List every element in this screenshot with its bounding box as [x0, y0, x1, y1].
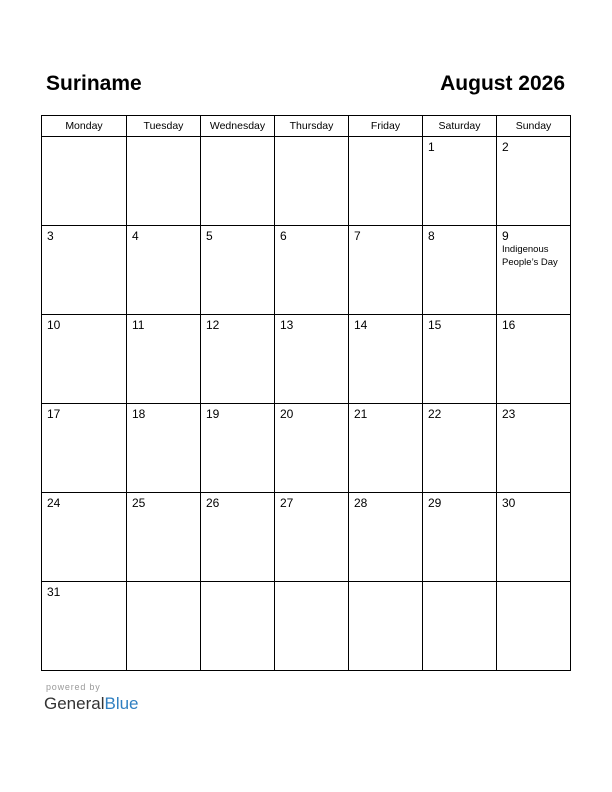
day-number: 27	[280, 496, 294, 510]
weekday-header: Sunday	[497, 116, 571, 137]
day-cell	[275, 404, 349, 493]
day-number: 9	[502, 229, 509, 243]
footer-branding	[44, 682, 139, 714]
day-number: 20	[280, 407, 294, 421]
empty-day-cell	[423, 582, 497, 671]
week-row	[42, 315, 571, 404]
day-cell	[42, 493, 127, 582]
weekday-header: Saturday	[423, 116, 497, 137]
weekday-header: Thursday	[275, 116, 349, 137]
day-number: 21	[354, 407, 368, 421]
empty-day-cell	[127, 582, 201, 671]
day-number: 25	[132, 496, 146, 510]
day-cell	[201, 404, 275, 493]
day-number: 18	[132, 407, 146, 421]
day-cell	[42, 315, 127, 404]
empty-day-cell	[275, 137, 349, 226]
day-cell	[127, 226, 201, 315]
day-cell	[423, 315, 497, 404]
powered-by-text: powered by	[46, 682, 101, 692]
weekday-header-row	[42, 116, 571, 137]
day-cell	[201, 226, 275, 315]
day-cell	[423, 404, 497, 493]
empty-day-cell	[201, 582, 275, 671]
day-cell	[275, 315, 349, 404]
day-number: 8	[428, 229, 435, 243]
empty-day-cell	[349, 582, 423, 671]
day-number: 1	[428, 140, 435, 154]
empty-day-cell	[349, 137, 423, 226]
day-cell	[42, 404, 127, 493]
day-number: 15	[428, 318, 442, 332]
week-row	[42, 226, 571, 315]
day-number: 3	[47, 229, 54, 243]
week-row	[42, 404, 571, 493]
day-number: 6	[280, 229, 287, 243]
day-number: 11	[132, 318, 145, 332]
country-title: Suriname	[46, 72, 142, 95]
day-cell	[42, 582, 127, 671]
day-number: 7	[354, 229, 361, 243]
day-cell	[127, 404, 201, 493]
day-cell	[423, 226, 497, 315]
day-cell	[275, 226, 349, 315]
day-cell	[349, 404, 423, 493]
day-number: 24	[47, 496, 61, 510]
day-number: 16	[502, 318, 516, 332]
day-number: 10	[47, 318, 61, 332]
empty-day-cell	[497, 582, 571, 671]
day-number: 13	[280, 318, 294, 332]
generalblue-logo	[44, 694, 139, 714]
day-cell	[275, 493, 349, 582]
day-number: 14	[354, 318, 368, 332]
day-cell	[349, 315, 423, 404]
brand-general-text: General	[44, 694, 105, 713]
day-cell	[497, 137, 571, 226]
day-number: 22	[428, 407, 442, 421]
weekday-header: Friday	[349, 116, 423, 137]
week-row	[42, 493, 571, 582]
week-row	[42, 137, 571, 226]
day-cell	[497, 493, 571, 582]
day-cell	[497, 315, 571, 404]
day-number: 4	[132, 229, 139, 243]
day-number: 30	[502, 496, 516, 510]
calendar-grid	[41, 115, 571, 671]
holiday-label: Indigenous	[502, 244, 549, 255]
day-cell	[201, 315, 275, 404]
day-number: 12	[206, 318, 220, 332]
day-number: 28	[354, 496, 368, 510]
day-cell	[423, 137, 497, 226]
month-year-title: August 2026	[440, 72, 565, 95]
day-number: 23	[502, 407, 516, 421]
day-cell	[42, 226, 127, 315]
weekday-header: Wednesday	[201, 116, 275, 137]
day-number: 31	[47, 585, 61, 599]
day-number: 2	[502, 140, 509, 154]
empty-day-cell	[275, 582, 349, 671]
week-row	[42, 582, 571, 671]
day-number: 5	[206, 229, 213, 243]
day-cell	[349, 493, 423, 582]
brand-blue-text: Blue	[104, 694, 139, 713]
day-cell	[349, 226, 423, 315]
empty-day-cell	[201, 137, 275, 226]
holiday-label: People’s Day	[502, 257, 558, 268]
day-number: 26	[206, 496, 220, 510]
weekday-header: Monday	[42, 116, 127, 137]
weekday-header: Tuesday	[127, 116, 201, 137]
empty-day-cell	[127, 137, 201, 226]
day-cell	[201, 493, 275, 582]
day-number: 29	[428, 496, 442, 510]
empty-day-cell	[42, 137, 127, 226]
day-cell	[127, 493, 201, 582]
day-number: 17	[47, 407, 61, 421]
day-cell	[127, 315, 201, 404]
day-cell	[497, 404, 571, 493]
day-number: 19	[206, 407, 220, 421]
day-cell	[423, 493, 497, 582]
day-cell	[497, 226, 571, 315]
